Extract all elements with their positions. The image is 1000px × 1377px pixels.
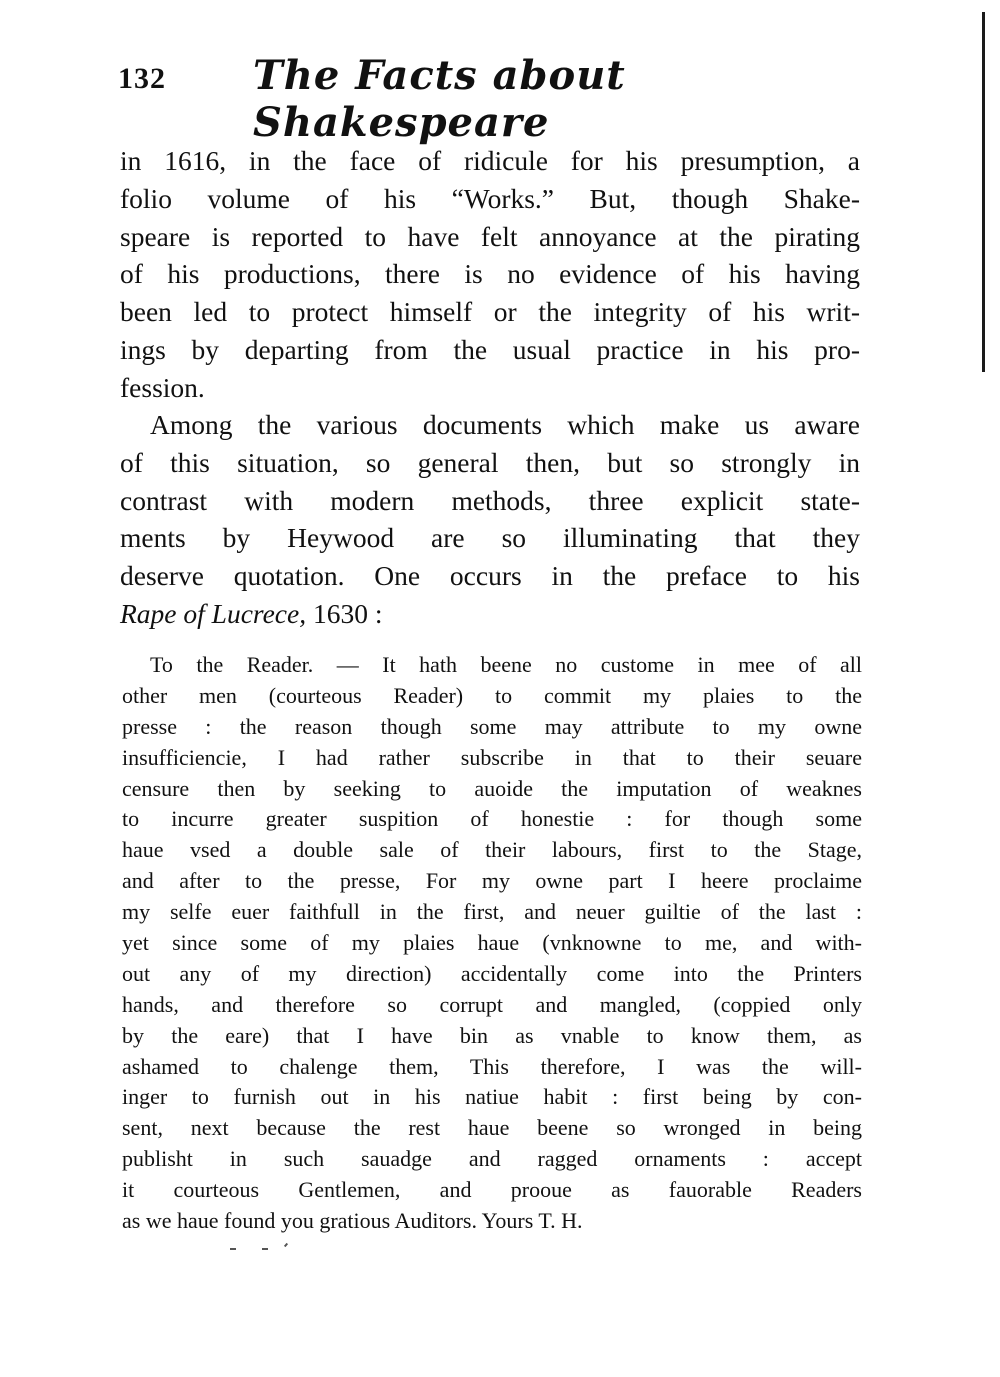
text-line: ments by Heywood are so illuminating that they bbox=[120, 522, 860, 554]
quote-line: out any of my direction) accidentally come into the Printers bbox=[122, 960, 862, 986]
quote-line: publisht in such sauadge and ragged ornaments : accept bbox=[122, 1146, 862, 1172]
text-line: of his productions, there is no evidence of his having bbox=[120, 258, 860, 290]
text-line: in 1616, in the face of ridicule for his presumption, a bbox=[120, 145, 860, 176]
quote-line: presse : the reason though some may attribute to my owne bbox=[122, 713, 862, 739]
page-edge-line bbox=[982, 12, 985, 372]
page-header bbox=[118, 52, 878, 146]
text-line: Among the various documents which make us aware bbox=[150, 409, 860, 440]
quote-line: censure then by seeking to auoide the imputation of weaknes bbox=[122, 775, 862, 801]
work-title: Rape of Lucrece, bbox=[120, 597, 307, 629]
quote-line: as we haue found you gratious Auditors. Yours T. H. bbox=[122, 1208, 583, 1234]
block-quotation bbox=[122, 650, 862, 1237]
quote-line: hands, and therefore so corrupt and mangled, (coppied only bbox=[122, 991, 862, 1017]
stray-ink-mark bbox=[230, 1248, 236, 1250]
quote-line: yet since some of my plaies haue (vnknowne to me, and with- bbox=[122, 930, 862, 956]
quote-line: it courteous Gentlemen, and prooue as fauorable Readers bbox=[122, 1177, 862, 1203]
stray-ink-mark bbox=[262, 1248, 268, 1250]
paragraph-1 bbox=[120, 142, 860, 407]
quote-line: insufficiencie, I had rather subscribe in that to their seuare bbox=[122, 744, 862, 770]
quote-line: sent, next because the rest haue beene so wronged in being bbox=[122, 1115, 862, 1141]
text-line: speare is reported to have felt annoyance at the pirating bbox=[120, 220, 860, 252]
quote-line: To the Reader. — It hath beene no custome in mee of all bbox=[150, 652, 862, 677]
quote-line: by the eare) that I have bin as vnable to know them, as bbox=[122, 1022, 862, 1048]
text-line: deserve quotation. One occurs in the preface to his bbox=[120, 560, 860, 592]
text-line: of this situation, so general then, but so strongly in bbox=[120, 446, 860, 478]
running-title: The Facts about Shakespeare bbox=[253, 52, 626, 146]
work-date: 1630 : bbox=[306, 597, 383, 629]
text-line: fession. bbox=[120, 371, 205, 403]
text-line: been led to protect himself or the integrity of his writ- bbox=[120, 296, 860, 328]
text-line: contrast with modern methods, three explicit state- bbox=[120, 484, 860, 516]
page-number: 132 bbox=[118, 62, 166, 95]
quote-line: haue vsed a double sale of their labours, first to the Stage, bbox=[122, 837, 862, 863]
quote-line: other men (courteous Reader) to commit my plaies to the bbox=[122, 682, 862, 708]
text-line: folio volume of his “Works.” But, though Shake- bbox=[120, 182, 860, 214]
stray-ink-mark bbox=[284, 1243, 288, 1247]
quote-line: inger to furnish out in his natiue habit : first being by con- bbox=[122, 1084, 862, 1110]
quote-line: ashamed to chalenge them, This therefore, I was the will- bbox=[122, 1053, 862, 1079]
paragraph-2 bbox=[120, 406, 860, 633]
text-line: ings by departing from the usual practice in his pro- bbox=[120, 333, 860, 365]
quote-line: to incurre greater suspition of honestie : for though some bbox=[122, 806, 862, 832]
quote-line: and after to the presse, For my owne part I heere proclaime bbox=[122, 868, 862, 894]
text-line-with-title bbox=[120, 595, 860, 633]
quote-line: my selfe euer faithfull in the first, and neuer guiltie of the last : bbox=[122, 899, 862, 925]
